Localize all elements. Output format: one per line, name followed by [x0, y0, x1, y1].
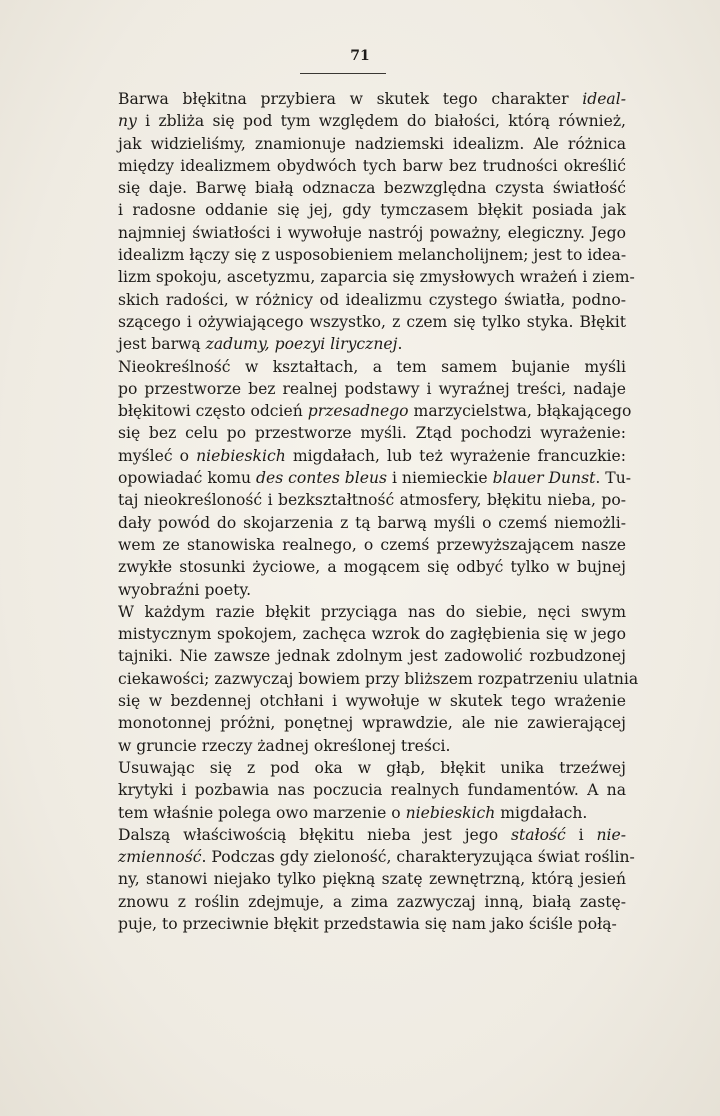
- text-line: [62, 311, 626, 333]
- body-text: [62, 88, 639, 935]
- text-line: [62, 177, 626, 199]
- italic-text: blauer Dunst: [492, 469, 596, 488]
- text-segment: szącego i ożywiającego wszystko, z czem się tylko styka. Błękit: [118, 312, 626, 331]
- text-segment: . Podczas gdy zieloność, charakteryzująca świat roślin-: [201, 848, 635, 867]
- text-segment: marzycielstwa, błąkającego: [408, 402, 632, 421]
- text-line: [62, 824, 626, 846]
- text-line: [62, 735, 626, 757]
- text-line: [62, 489, 626, 511]
- text-segment: .: [397, 335, 403, 354]
- paragraph: [62, 88, 635, 356]
- text-segment: taj nieokreśloność i bezkształtność atmosfery, błękitu nieba, po-: [118, 491, 626, 510]
- text-line: [62, 891, 626, 913]
- text-segment: tem właśnie polega owo marzenie o: [118, 803, 406, 822]
- text-line: [62, 512, 626, 534]
- paragraph: [62, 601, 639, 757]
- text-segment: . Tu-: [595, 469, 632, 488]
- text-segment: i zbliża się pod tym względem do białości, którą również,: [136, 112, 626, 131]
- text-line: [62, 757, 626, 779]
- text-segment: ny, stanowi niejako tylko piękną szatę zewnętrzną, którą jesień: [118, 870, 626, 889]
- text-line: [62, 802, 626, 824]
- text-segment: krytyki i pozbawia nas poczucia realnych fundamentów. A na: [118, 781, 626, 800]
- text-segment: ciekawości; zazwyczaj bowiem przy bliższem rozpatrzeniu ulatnia: [118, 669, 639, 688]
- text-segment: lizm spokoju, ascetyzmu, zaparcia się zmysłowych wrażeń i ziem-: [118, 268, 635, 287]
- text-segment: Nieokreślność w kształtach, a tem samem bujanie myśli: [118, 357, 626, 376]
- text-segment: migdałach.: [495, 803, 588, 822]
- text-segment: między idealizmem obydwóch tych barw bez trudności określić: [118, 156, 626, 175]
- text-line: [62, 155, 626, 177]
- text-segment: idealizm łączy się z usposobieniem melancholijnem; jest to idea-: [118, 246, 627, 265]
- text-line: [62, 266, 635, 288]
- text-segment: i niemieckie: [387, 469, 493, 488]
- text-segment: wyobraźni poety.: [118, 580, 252, 599]
- italic-text: nie-: [596, 825, 626, 844]
- text-line: [62, 623, 626, 645]
- page-number-rule: [300, 73, 386, 74]
- text-line: [62, 579, 626, 601]
- text-line: [62, 445, 626, 467]
- text-line: [62, 133, 626, 155]
- text-line: [62, 868, 626, 890]
- text-segment: znowu z roślin zdejmuje, a zima zazwyczaj inną, białą zastę-: [118, 892, 626, 911]
- text-segment: się bez celu po przestworze myśli. Ztąd pochodzi wyrażenie:: [118, 424, 626, 443]
- text-segment: monotonnej próżni, ponętnej wprawdzie, ale nie zawierającej: [118, 714, 626, 733]
- text-line: [62, 378, 626, 400]
- italic-text: niebieskich: [196, 446, 286, 465]
- text-segment: wem ze stanowiska realnego, o czemś przewyższającem nasze: [118, 535, 626, 554]
- text-line: [62, 333, 626, 355]
- text-line: [62, 668, 639, 690]
- text-line: [62, 289, 626, 311]
- text-segment: się w bezdennej otchłani i wywołuje w skutek tego wrażenie: [118, 692, 626, 711]
- text-segment: Dalszą właściwością błękitu nieba jest jego: [118, 825, 511, 844]
- italic-text: niebieskich: [405, 803, 496, 822]
- text-line: [62, 712, 626, 734]
- text-segment: jest barwą: [118, 335, 206, 354]
- paragraph: [62, 356, 632, 601]
- text-segment: skich radości, w różnicy od idealizmu czystego światła, podno-: [118, 290, 626, 309]
- text-segment: W każdym razie błękit przyciąga nas do siebie, nęci swym: [118, 602, 626, 621]
- italic-text: zadumy, poezyi lirycznej: [205, 335, 398, 354]
- text-segment: tajniki. Nie zawsze jednak zdolnym jest zadowolić rozbudzonej: [118, 647, 626, 666]
- text-line: [62, 199, 626, 221]
- text-segment: dały powód do skojarzenia z tą barwą myśli o czemś niemożli-: [118, 513, 626, 532]
- text-segment: migdałach, lub też wyrażenie francuzkie:: [285, 446, 627, 465]
- text-line: [62, 356, 626, 378]
- text-line: [62, 422, 626, 444]
- text-line: [62, 222, 626, 244]
- text-line: [62, 556, 626, 578]
- text-line: [62, 690, 626, 712]
- text-line: [62, 846, 635, 868]
- text-segment: i: [565, 825, 597, 844]
- italic-text: ideal-: [582, 90, 626, 108]
- text-line: [62, 467, 632, 489]
- text-segment: błękitowi często odcień: [118, 402, 308, 421]
- italic-text: ny: [118, 112, 137, 131]
- text-segment: w gruncie rzeczy żadnej określonej treści.: [118, 736, 451, 755]
- italic-text: stałość: [511, 825, 566, 844]
- text-segment: puje, to przeciwnie błękit przedstawia się nam jako ściśle połą-: [118, 914, 617, 933]
- text-segment: jak widzieliśmy, znamionuje nadziemski idealizm. Ale różnica: [118, 134, 626, 153]
- text-segment: opowiadać komu: [118, 469, 256, 488]
- text-line: [62, 534, 626, 556]
- paragraph: [62, 824, 635, 935]
- text-line: [62, 244, 626, 266]
- text-line: [62, 88, 626, 110]
- italic-text: przesadnego: [307, 402, 409, 421]
- text-line: [62, 913, 626, 935]
- text-segment: najmniej światłości i wywołuje nastrój poważny, elegiczny. Jego: [118, 223, 626, 242]
- text-line: [62, 110, 626, 132]
- paragraph: [62, 757, 626, 824]
- italic-text: des contes bleus: [255, 469, 388, 488]
- text-segment: zwykłe stosunki życiowe, a mogącem się odbyć tylko w bujnej: [118, 558, 626, 577]
- text-segment: Barwa błękitna przybiera w skutek tego charakter: [118, 90, 583, 108]
- text-segment: się daje. Barwę białą odznacza bezwzględna czysta światłość: [118, 179, 626, 198]
- text-line: [62, 779, 626, 801]
- text-line: [62, 400, 632, 422]
- page-number: 71: [350, 48, 370, 64]
- text-line: [62, 645, 626, 667]
- text-line: [62, 601, 626, 623]
- text-segment: i radosne oddanie się jej, gdy tymczasem błękit posiada jak: [118, 201, 626, 220]
- text-segment: mistycznym spokojem, zachęca wzrok do zagłębienia się w jego: [118, 625, 626, 644]
- text-segment: Usuwając się z pod oka w głąb, błękit unika trzeźwej: [118, 758, 626, 777]
- italic-text: zmienność: [118, 848, 202, 867]
- text-segment: myśleć o: [118, 446, 197, 465]
- text-segment: po przestworze bez realnej podstawy i wyraźnej treści, nadaje: [118, 379, 626, 398]
